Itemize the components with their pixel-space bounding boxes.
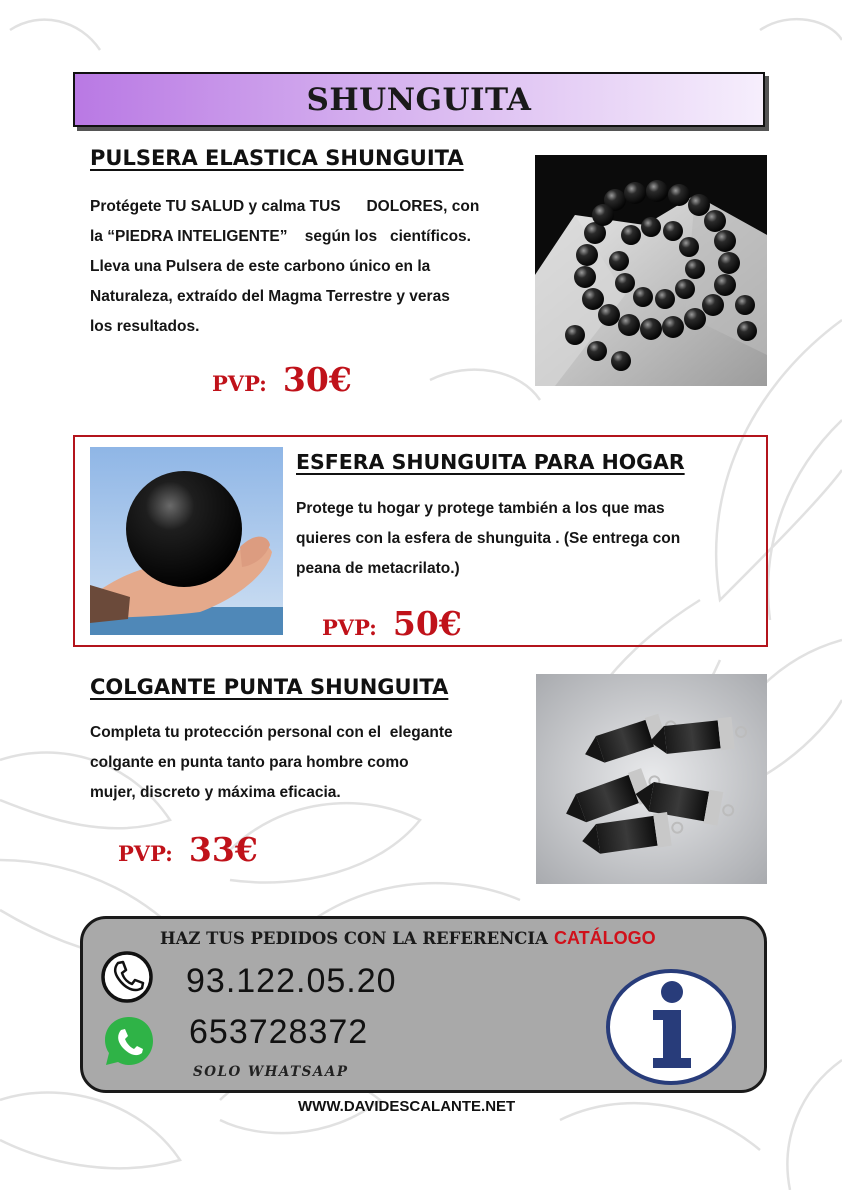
reference-text: HAZ TUS PEDIDOS CON LA REFERENCIA bbox=[160, 929, 548, 948]
price-colgante bbox=[118, 830, 258, 869]
description-line: colgante en punta tanto para hombre como bbox=[90, 754, 409, 771]
price-value: 33€ bbox=[188, 830, 258, 869]
sphere-photo bbox=[90, 447, 283, 635]
description-line: Protege tu hogar y protege también a los que mas bbox=[296, 500, 665, 517]
price-label: PVP: bbox=[118, 841, 173, 866]
description-line: quieres con la esfera de shunguita . (Se entrega con bbox=[296, 530, 681, 547]
description-line: la “PIEDRA INTELIGENTE” según los científicos. bbox=[90, 228, 471, 245]
pendant-photo bbox=[536, 674, 767, 884]
product-description-esfera bbox=[296, 494, 756, 584]
price-value: 50€ bbox=[392, 604, 462, 643]
product-heading-esfera: ESFERA SHUNGUITA PARA HOGAR bbox=[296, 450, 685, 474]
product-description-colgante bbox=[90, 718, 530, 808]
whatsapp-note: SOLO WHATSAAP bbox=[193, 1064, 349, 1080]
bracelet-photo bbox=[535, 155, 767, 386]
page-title-bar bbox=[73, 72, 765, 127]
description-line: Lleva una Pulsera de este carbono único en la bbox=[90, 258, 431, 275]
description-line: peana de metacrilato.) bbox=[296, 560, 460, 577]
description-line: mujer, discreto y máxima eficacia. bbox=[90, 784, 341, 801]
price-value: 30€ bbox=[282, 360, 352, 399]
info-icon bbox=[605, 968, 737, 1086]
whatsapp-number[interactable]: 653728372 bbox=[189, 1013, 369, 1051]
reference-highlight: CATÁLOGO bbox=[553, 928, 656, 948]
product-heading-colgante: COLGANTE PUNTA SHUNGUITA bbox=[90, 675, 449, 699]
description-line: Protégete TU SALUD y calma TUS DOLORES, con bbox=[90, 198, 480, 215]
whatsapp-icon bbox=[101, 1013, 157, 1069]
price-pulsera bbox=[212, 360, 352, 399]
price-esfera bbox=[322, 604, 462, 643]
description-line: los resultados. bbox=[90, 318, 200, 335]
phone-icon bbox=[100, 950, 154, 1004]
description-line: Completa tu protección personal con el elegante bbox=[90, 724, 453, 741]
order-reference-line bbox=[160, 928, 656, 949]
page-title: SHUNGUITA bbox=[306, 81, 532, 118]
product-heading-pulsera: PULSERA ELASTICA SHUNGUITA bbox=[90, 146, 464, 170]
price-label: PVP: bbox=[322, 615, 377, 640]
phone-number[interactable]: 93.122.05.20 bbox=[186, 962, 397, 1000]
website-link[interactable]: WWW.DAVIDESCALANTE.NET bbox=[298, 1098, 516, 1115]
description-line: Naturaleza, extraído del Magma Terrestre y veras bbox=[90, 288, 450, 305]
price-label: PVP: bbox=[212, 371, 267, 396]
product-description-pulsera bbox=[90, 192, 530, 342]
